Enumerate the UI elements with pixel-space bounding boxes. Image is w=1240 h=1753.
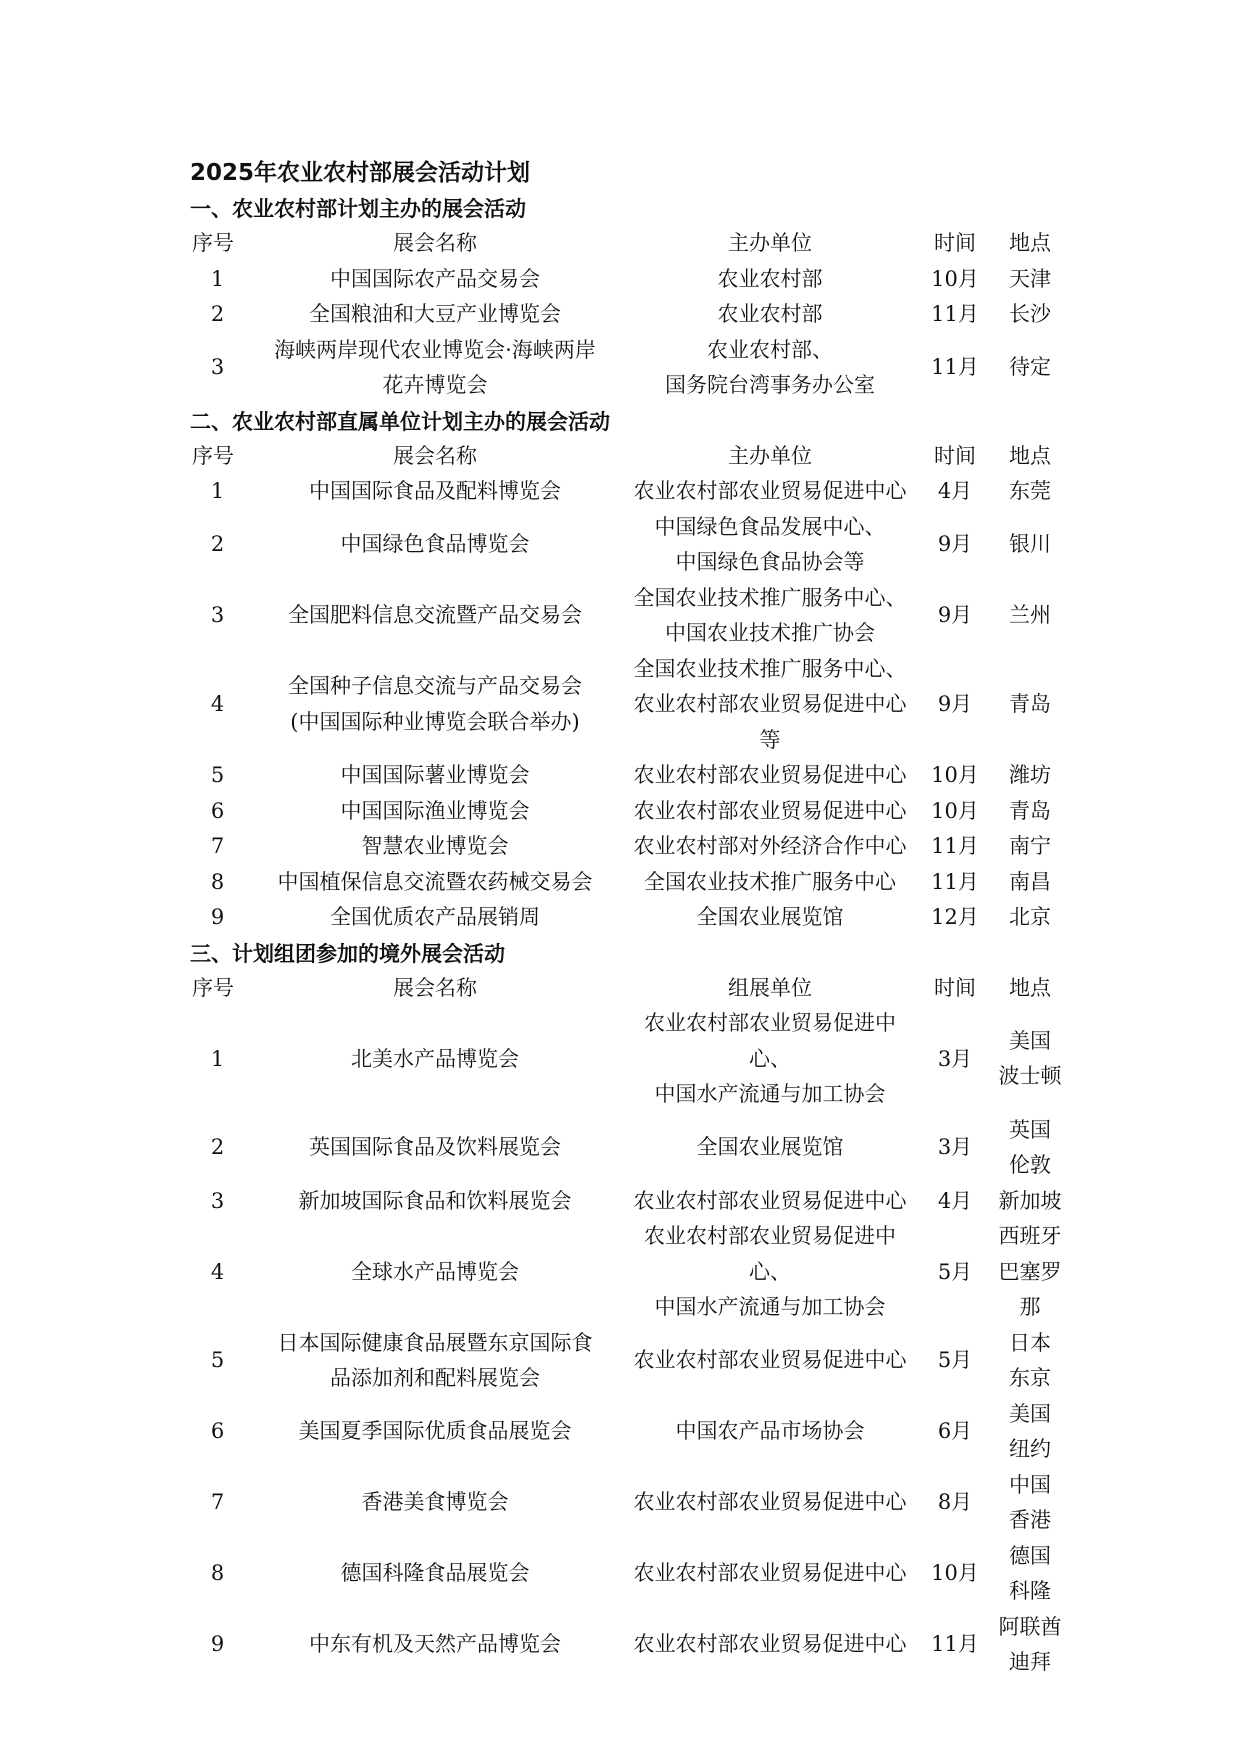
month-cell: 6月 (937, 1419, 973, 1444)
location-cell: 南宁 (1009, 834, 1051, 858)
index-cell: 3 (210, 355, 225, 380)
month-cell: 3月 (937, 1135, 973, 1160)
month-cell: 3月 (937, 1046, 973, 1071)
section-heading: 一、农业农村部计划主办的展会活动 (190, 196, 526, 221)
table-row (190, 652, 1065, 759)
month-cell: 11月 (931, 355, 979, 380)
exhibition-name-cell: 全国种子信息交流与产品交易会 (中国国际种业博览会联合举办) (288, 674, 582, 734)
section-heading: 三、计划组团参加的境外展会活动 (190, 940, 505, 966)
organizer-cell: 中国绿色食品发展中心、 中国绿色食品协会等 (654, 514, 886, 574)
exhibition-name-cell: 中国国际农产品交易会 (330, 266, 540, 291)
month-cell: 10月 (931, 1561, 979, 1586)
month-cell: 9月 (937, 603, 973, 628)
exhibition-name-cell: 中国国际食品及配料博览会 (309, 479, 561, 503)
exhibition-table (190, 971, 1065, 1681)
organizer-cell: 农业农村部农业贸易促进中心 (633, 798, 907, 823)
column-header: 组展单位 (728, 975, 812, 1000)
location-cell: 青岛 (1009, 692, 1051, 716)
page-title: 2025年农业农村部展会活动计划 (190, 160, 531, 186)
month-cell: 10月 (931, 266, 979, 291)
organizer-cell: 全国农业展览馆 (696, 1135, 844, 1160)
section-1 (190, 191, 1090, 404)
table-row (190, 510, 1065, 581)
month-cell: 5月 (937, 1259, 973, 1284)
table-row (190, 1184, 1065, 1220)
location-cell: 东莞 (1009, 479, 1051, 503)
index-cell: 6 (210, 1419, 225, 1444)
table-row (190, 333, 1065, 404)
exhibition-name-cell: 中国植保信息交流暨农药械交易会 (277, 869, 593, 894)
location-cell: 新加坡 (998, 1188, 1062, 1213)
organizer-cell: 全国农业展览馆 (696, 905, 844, 929)
column-header: 地点 (1009, 975, 1051, 1000)
organizer-cell: 农业农村部农业贸易促进中心 (633, 763, 907, 787)
month-cell: 11月 (931, 302, 979, 326)
index-cell: 4 (210, 1259, 225, 1284)
column-header: 时间 (934, 231, 976, 255)
location-cell: 德国 科隆 (1009, 1543, 1051, 1603)
exhibition-name-cell: 德国科隆食品展览会 (340, 1561, 530, 1586)
column-header: 时间 (934, 975, 976, 1000)
index-cell: 2 (210, 1135, 225, 1160)
organizer-cell: 农业农村部对外经济合作中心 (633, 834, 907, 858)
table-header-row (190, 971, 1065, 1007)
table-header-row (190, 226, 1065, 262)
index-cell: 4 (210, 692, 225, 716)
organizer-cell: 农业农村部农业贸易促进中心 (633, 1490, 907, 1515)
organizer-cell: 农业农村部、 国务院台湾事务办公室 (665, 337, 875, 397)
index-cell: 5 (210, 763, 225, 787)
month-cell: 4月 (937, 1188, 973, 1213)
exhibition-table (190, 226, 1065, 404)
month-cell: 9月 (937, 692, 973, 716)
exhibition-name-cell: 智慧农业博览会 (361, 834, 509, 858)
location-cell: 青岛 (1009, 798, 1051, 823)
exhibition-name-cell: 全国优质农产品展销周 (330, 905, 540, 929)
table-row (190, 758, 1065, 794)
table-row (190, 1539, 1065, 1610)
document-page (190, 155, 1090, 1681)
index-cell: 8 (210, 1561, 225, 1586)
index-cell: 1 (210, 1046, 225, 1071)
location-cell: 潍坊 (1009, 763, 1051, 787)
exhibition-name-cell: 英国国际食品及饮料展览会 (309, 1135, 561, 1160)
table-row (190, 865, 1065, 901)
month-cell: 11月 (931, 1632, 979, 1657)
organizer-cell: 全国农业技术推广服务中心、 中国农业技术推广协会 (633, 585, 907, 645)
exhibition-name-cell: 全国粮油和大豆产业博览会 (309, 302, 561, 326)
index-cell: 3 (210, 1188, 225, 1213)
month-cell: 10月 (931, 798, 979, 823)
organizer-cell: 农业农村部农业贸易促进中心 (633, 1561, 907, 1586)
table-row (190, 1397, 1065, 1468)
organizer-cell: 农业农村部 (717, 302, 823, 326)
exhibition-table (190, 439, 1065, 936)
location-cell: 兰州 (1009, 603, 1051, 628)
organizer-cell: 全国农业技术推广服务中心、 农业农村部农业贸易促进中心等 (633, 656, 907, 752)
organizer-cell: 中国农产品市场协会 (675, 1419, 865, 1444)
month-cell: 4月 (937, 479, 973, 503)
exhibition-name-cell: 中国国际薯业博览会 (340, 763, 530, 787)
table-header-row (190, 439, 1065, 475)
column-header: 主办单位 (728, 443, 812, 468)
exhibition-name-cell: 全球水产品博览会 (351, 1259, 519, 1284)
exhibition-name-cell: 美国夏季国际优质食品展览会 (298, 1419, 572, 1444)
month-cell: 11月 (931, 869, 979, 894)
index-cell: 6 (210, 798, 225, 823)
location-cell: 日本 东京 (1009, 1330, 1051, 1390)
organizer-cell: 农业农村部农业贸易促进中心 (633, 1348, 907, 1373)
location-cell: 中国 香港 (1009, 1472, 1051, 1532)
exhibition-name-cell: 日本国际健康食品展暨东京国际食 品添加剂和配料展览会 (277, 1330, 593, 1390)
index-cell: 7 (210, 1490, 225, 1515)
exhibition-name-cell: 海峡两岸现代农业博览会·海峡两岸 花卉博览会 (274, 337, 596, 397)
organizer-cell: 全国农业技术推广服务中心 (644, 869, 896, 894)
month-cell: 9月 (937, 532, 973, 557)
column-header: 序号 (192, 231, 234, 255)
organizer-cell: 农业农村部 (717, 266, 823, 291)
table-row (190, 581, 1065, 652)
month-cell: 8月 (937, 1490, 973, 1515)
column-header: 展会名称 (393, 975, 477, 1000)
table-row (190, 1219, 1065, 1326)
index-cell: 9 (210, 1632, 225, 1657)
table-row (190, 1468, 1065, 1539)
month-cell: 11月 (931, 834, 979, 858)
table-row (190, 1113, 1065, 1184)
column-header: 时间 (934, 443, 976, 468)
location-cell: 南昌 (1009, 869, 1051, 894)
section-3 (190, 936, 1090, 1681)
location-cell: 长沙 (1009, 302, 1051, 326)
location-cell: 银川 (1009, 532, 1051, 557)
month-cell: 5月 (937, 1348, 973, 1373)
exhibition-name-cell: 全国肥料信息交流暨产品交易会 (288, 603, 582, 628)
index-cell: 3 (210, 603, 225, 628)
table-row (190, 297, 1065, 333)
column-header: 展会名称 (393, 231, 477, 255)
column-header: 地点 (1009, 231, 1051, 255)
location-cell: 西班牙 巴塞罗那 (998, 1224, 1062, 1319)
exhibition-name-cell: 香港美食博览会 (361, 1490, 509, 1515)
exhibition-name-cell: 中国国际渔业博览会 (340, 798, 530, 823)
location-cell: 北京 (1009, 905, 1051, 929)
location-cell: 美国 波士顿 (998, 1028, 1062, 1089)
organizer-cell: 农业农村部农业贸易促进中心 (633, 1188, 907, 1213)
location-cell: 英国 伦敦 (1009, 1117, 1051, 1177)
section-2 (190, 404, 1090, 936)
table-row (190, 262, 1065, 298)
exhibition-name-cell: 新加坡国际食品和饮料展览会 (298, 1188, 572, 1213)
table-row (190, 1006, 1065, 1113)
table-row (190, 794, 1065, 830)
location-cell: 阿联酋 迪拜 (998, 1614, 1062, 1674)
column-header: 展会名称 (393, 443, 477, 468)
location-cell: 待定 (1009, 355, 1051, 380)
index-cell: 7 (210, 834, 225, 858)
index-cell: 8 (210, 869, 225, 894)
column-header: 序号 (192, 443, 234, 468)
month-cell: 12月 (931, 905, 979, 929)
index-cell: 2 (210, 302, 225, 326)
organizer-cell: 农业农村部农业贸易促进中心、 中国水产流通与加工协会 (644, 1011, 896, 1106)
column-header: 主办单位 (728, 231, 812, 255)
table-row (190, 474, 1065, 510)
organizer-cell: 农业农村部农业贸易促进中心、 中国水产流通与加工协会 (644, 1224, 896, 1319)
index-cell: 9 (210, 905, 225, 929)
index-cell: 5 (210, 1348, 225, 1373)
sections-container (190, 191, 1090, 1681)
organizer-cell: 农业农村部农业贸易促进中心 (633, 1632, 907, 1657)
column-header: 地点 (1009, 443, 1051, 468)
table-row (190, 900, 1065, 936)
column-header: 序号 (192, 975, 234, 1000)
index-cell: 2 (210, 532, 225, 557)
organizer-cell: 农业农村部农业贸易促进中心 (633, 479, 907, 503)
month-cell: 10月 (931, 763, 979, 787)
exhibition-name-cell: 北美水产品博览会 (351, 1046, 519, 1071)
location-cell: 天津 (1009, 266, 1051, 291)
table-row (190, 1326, 1065, 1397)
exhibition-name-cell: 中国绿色食品博览会 (340, 532, 530, 557)
section-heading: 二、农业农村部直属单位计划主办的展会活动 (190, 408, 610, 434)
index-cell: 1 (210, 479, 225, 503)
exhibition-name-cell: 中东有机及天然产品博览会 (309, 1632, 561, 1657)
location-cell: 美国 纽约 (1009, 1401, 1051, 1461)
table-row (190, 1610, 1065, 1681)
index-cell: 1 (210, 266, 225, 291)
table-row (190, 829, 1065, 865)
